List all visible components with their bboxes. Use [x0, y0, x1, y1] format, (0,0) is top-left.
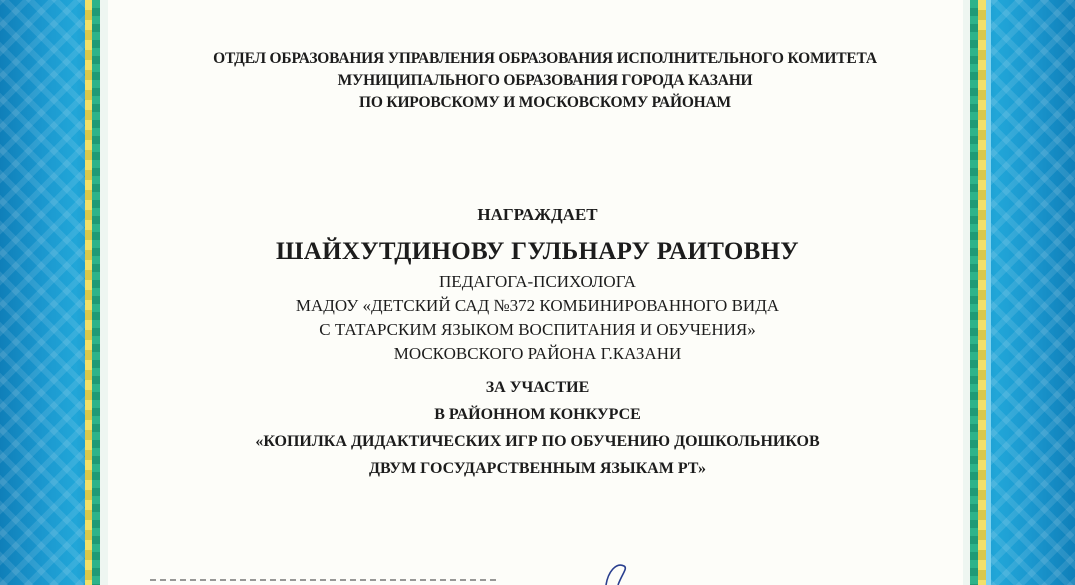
issuer-line-1: ОТДЕЛ ОБРАЗОВАНИЯ УПРАВЛЕНИЯ ОБРАЗОВАНИЯ ИСПОЛНИТЕЛЬНОГО КОМИТЕТА	[213, 50, 877, 67]
organization-line-1: МАДОУ «ДЕТСКИЙ САД №372 КОМБИНИРОВАННОГО ВИДА	[295, 296, 780, 315]
recipient-name: ШАЙХУТДИНОВУ ГУЛЬНАРУ РАИТОВНУ	[276, 238, 799, 265]
issuer-line-2: МУНИЦИПАЛЬНОГО ОБРАЗОВАНИЯ ГОРОДА КАЗАНИ	[337, 72, 753, 89]
contest-name-line-2: ДВУМ ГОСУДАРСТВЕННЫМ ЯЗЫКАМ РТ»	[368, 460, 707, 477]
issuer-line-3: ПО КИРОВСКОМУ И МОСКОВСКОМУ РАЙОНАМ	[359, 94, 731, 111]
recipient-details	[0, 270, 1075, 366]
award-verb: НАГРАЖДАЕТ	[477, 205, 598, 224]
issuer-header	[130, 48, 960, 114]
contest-name-line-1: «КОПИЛКА ДИДАКТИЧЕСКИХ ИГР ПО ОБУЧЕНИЮ ДОШКОЛЬНИКОВ	[255, 433, 820, 450]
award-reason	[0, 374, 1075, 482]
contest-intro: В РАЙОННОМ КОНКУРСЕ	[434, 406, 641, 423]
signature-stroke	[598, 560, 638, 585]
organization-line-3: МОСКОВСКОГО РАЙОНА Г.КАЗАНИ	[393, 344, 682, 363]
recipient-position: ПЕДАГОГА-ПСИХОЛОГА	[439, 272, 636, 291]
reason-text: ЗА УЧАСТИЕ	[485, 379, 590, 396]
signature-line	[150, 579, 500, 581]
organization-line-2: С ТАТАРСКИМ ЯЗЫКОМ ВОСПИТАНИЯ И ОБУЧЕНИЯ»	[319, 320, 756, 339]
